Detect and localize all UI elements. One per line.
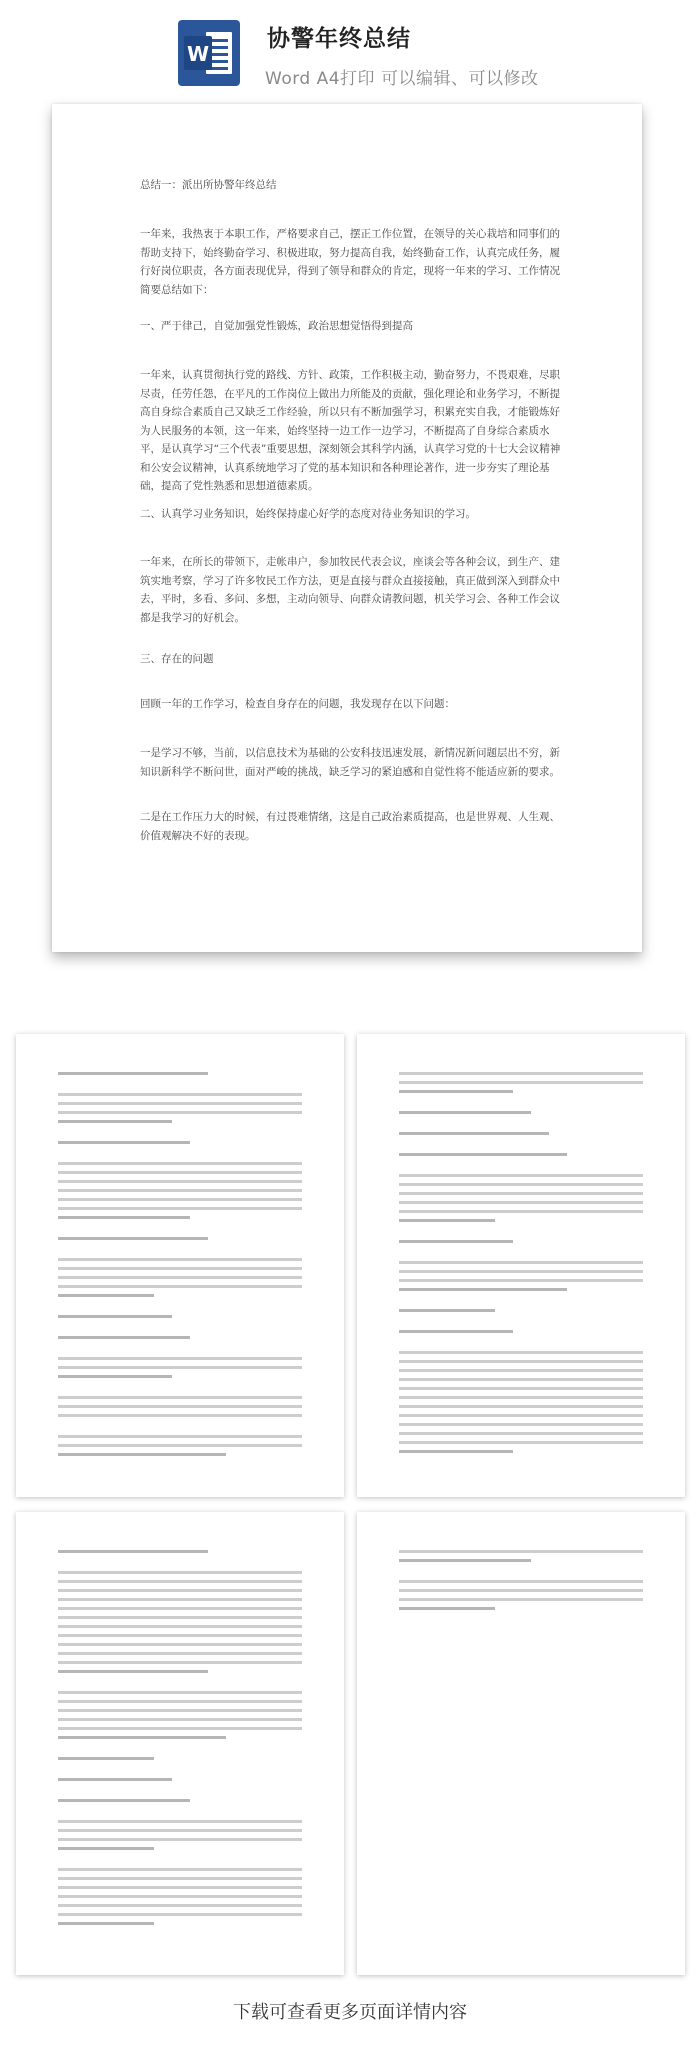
thumbnail-text-line <box>58 1778 172 1781</box>
thumbnail-text-line <box>58 1414 302 1417</box>
thumbnail-text-line <box>399 1174 643 1177</box>
thumbnail-text-line <box>58 1111 302 1114</box>
thumbnail-text-line <box>58 1922 154 1925</box>
page-title: 协警年终总结 <box>267 26 411 52</box>
thumbnail-text-line <box>58 1357 302 1360</box>
thumbnail-text-line <box>58 1366 302 1369</box>
thumbnail-text-line <box>399 1559 531 1562</box>
thumbnail-text-line <box>399 1270 643 1273</box>
thumbnail-text-line <box>58 1727 302 1730</box>
thumbnail-text-line <box>399 1580 643 1583</box>
thumbnail-text-line <box>58 1895 302 1898</box>
thumbnail-text-line <box>58 1171 302 1174</box>
thumbnail-text-line <box>399 1369 643 1372</box>
document-section-heading: 二、认真学习业务知识，始终保持虚心好学的态度对待业务知识的学习。 <box>140 508 476 520</box>
thumbnail-text-line <box>399 1330 513 1333</box>
thumbnail-text-line <box>58 1276 302 1279</box>
thumbnail-text-line <box>399 1405 643 1408</box>
thumbnail-text-line <box>58 1757 154 1760</box>
thumbnail-text-line <box>58 1709 302 1712</box>
header <box>0 0 700 100</box>
thumbnail-text-line <box>399 1450 513 1453</box>
thumbnail-text-line <box>399 1261 643 1264</box>
thumbnail-text-line <box>58 1736 226 1739</box>
thumbnail-text-line <box>399 1589 643 1592</box>
thumbnail-text-line <box>58 1285 302 1288</box>
thumbnail-text-line <box>58 1643 302 1646</box>
document-paragraph: 二是在工作压力大的时候，有过畏难情绪，这是自己政治素质提高，也是世界观、人生观、价值观解决不好的表现。 <box>140 811 560 842</box>
thumbnail-text-line <box>399 1441 643 1444</box>
thumbnail-page-3[interactable] <box>16 1512 344 1975</box>
thumbnail-text-line <box>399 1309 495 1312</box>
thumbnail-text-line <box>58 1237 208 1240</box>
thumbnail-text-line <box>399 1111 531 1114</box>
thumbnail-text-line <box>399 1432 643 1435</box>
thumbnail-text-line <box>58 1589 302 1592</box>
thumbnail-text-line <box>58 1198 302 1201</box>
thumbnail-text-line <box>58 1093 302 1096</box>
thumbnail-text-line <box>399 1081 643 1084</box>
thumbnail-text-line <box>399 1396 643 1399</box>
thumbnail-text-line <box>58 1820 302 1823</box>
page-subtitle: Word A4打印 可以编辑、可以修改 <box>265 69 539 89</box>
thumbnail-text-line <box>58 1571 302 1574</box>
thumbnail-text-line <box>58 1375 172 1378</box>
thumbnail-page-4[interactable] <box>357 1512 685 1975</box>
thumbnail-text-line <box>58 1072 208 1075</box>
thumbnail-text-line <box>58 1444 302 1447</box>
thumbnail-text-line <box>399 1598 643 1601</box>
thumbnail-text-line <box>58 1718 302 1721</box>
thumbnail-text-line <box>58 1799 190 1802</box>
thumbnail-text-line <box>58 1162 302 1165</box>
document-heading: 总结一：派出所协警年终总结 <box>140 179 277 191</box>
thumbnail-text-line <box>399 1387 643 1390</box>
thumbnail-text-line <box>58 1598 302 1601</box>
thumbnail-text-line <box>58 1691 302 1694</box>
thumbnail-text-line <box>399 1219 495 1222</box>
thumbnail-text-line <box>399 1132 549 1135</box>
thumbnail-text-line <box>58 1405 302 1408</box>
thumbnail-text-line <box>58 1868 302 1871</box>
thumbnail-text-line <box>399 1090 513 1093</box>
thumbnail-text-line <box>58 1267 302 1270</box>
thumbnail-text-line <box>399 1192 643 1195</box>
thumbnail-text-line <box>58 1294 154 1297</box>
thumbnail-text-line <box>58 1102 302 1105</box>
thumbnail-text-line <box>58 1670 208 1673</box>
thumbnail-text-line <box>58 1634 302 1637</box>
thumbnail-text-line <box>58 1435 302 1438</box>
thumbnail-text-line <box>58 1580 302 1583</box>
thumbnail-text-line <box>58 1453 226 1456</box>
thumbnail-text-line <box>58 1550 208 1553</box>
thumbnail-text-line <box>58 1180 302 1183</box>
thumbnail-text-line <box>399 1072 643 1075</box>
word-document-icon <box>178 20 240 86</box>
thumbnail-text-line <box>399 1360 643 1363</box>
thumbnail-text-line <box>399 1183 643 1186</box>
svg-text:W: W <box>186 42 210 66</box>
thumbnail-text-line <box>58 1625 302 1628</box>
thumbnail-text-line <box>399 1153 567 1156</box>
document-section-heading: 三、存在的问题 <box>140 653 214 665</box>
thumbnail-text-line <box>58 1607 302 1610</box>
thumbnail-text-line <box>58 1315 172 1318</box>
thumbnail-text-line <box>58 1616 302 1619</box>
document-paragraph: 一年来，我热衷于本职工作，严格要求自己，摆正工作位置，在领导的关心栽培和同事们的帮助支持下，始终勤奋学习、积极进取，努力提高自我，始终勤奋工作，认真完成任务，履行好岗位职责，各方面表现优异，得到了领导和群众的肯定，现将一年来的学习、工作情况简要总结如下： <box>140 228 560 296</box>
thumbnail-text-line <box>399 1414 643 1417</box>
thumbnail-text-line <box>399 1351 643 1354</box>
thumbnail-text-line <box>58 1886 302 1889</box>
thumbnail-text-line <box>58 1847 154 1850</box>
thumbnail-text-line <box>399 1378 643 1381</box>
thumbnail-page-1[interactable] <box>16 1034 344 1497</box>
document-preview-page <box>52 104 642 952</box>
thumbnail-text-line <box>58 1838 302 1841</box>
document-paragraph: 一年来，认真贯彻执行党的路线、方针、政策，工作积极主动，勤奋努力，不畏艰难，尽职尽责，任劳任怨，在平凡的工作岗位上做出力所能及的贡献，强化理论和业务学习，不断提高自身综合素质自己又缺乏工作经验，所以只有不断加强学习，积累充实自我，才能锻炼好为人民服务的本领，这一年来，始终坚持一边工作一边学习，不断提高了自身综合素质水平，是认真学习“三个代表”重要思想，深刻领会其科学内涵，认真学习党的十七大会议精神和公安会议精神，认真系统地学习了党的基本知识和各种理论著作，进一步夯实了理论基础，提高了党性熟悉和思想道德素质。 <box>140 369 561 492</box>
document-section-heading: 一、严于律己，自觉加强党性锻炼，政治思想觉悟得到提高 <box>140 320 413 332</box>
thumbnail-text-line <box>399 1607 495 1610</box>
thumbnail-text-line <box>399 1240 513 1243</box>
thumbnail-text-line <box>58 1904 302 1907</box>
more-pages-hint: 下载可查看更多页面详情内容 <box>233 2002 467 2023</box>
thumbnail-text-line <box>58 1700 302 1703</box>
thumbnail-text-line <box>58 1207 302 1210</box>
thumbnail-text-line <box>399 1201 643 1204</box>
thumbnail-text-line <box>58 1120 172 1123</box>
thumbnail-text-line <box>399 1423 643 1426</box>
thumbnail-page-2[interactable] <box>357 1034 685 1497</box>
thumbnail-text-line <box>399 1279 643 1282</box>
thumbnail-text-line <box>58 1661 302 1664</box>
thumbnail-text-line <box>58 1189 302 1192</box>
document-paragraph: 回顾一年的工作学习，检查自身存在的问题，我发现存在以下问题： <box>140 698 455 710</box>
thumbnail-text-line <box>58 1216 190 1219</box>
thumbnail-text-line <box>58 1141 190 1144</box>
document-paragraph: 一是学习不够，当前，以信息技术为基础的公安科技迅速发展，新情况新问题层出不穷，新知识新科学不断问世，面对严峻的挑战，缺乏学习的紧迫感和自觉性将不能适应新的要求。 <box>140 747 560 778</box>
thumbnail-text-line <box>58 1396 302 1399</box>
thumbnail-text-line <box>58 1913 302 1916</box>
thumbnail-text-line <box>399 1550 643 1553</box>
thumbnail-text-line <box>58 1829 302 1832</box>
thumbnail-text-line <box>58 1652 302 1655</box>
document-paragraph: 一年来，在所长的带领下，走帐串户，参加牧民代表会议，座谈会等各种会议，到生产、建筑实地考察，学习了许多牧民工作方法，更是直接与群众直接接触，真正做到深入到群众中去，平时，多看、多问、多想，主动向领导、向群众请教问题，机关学习会、各种工作会议都是我学习的好机会。 <box>140 556 560 624</box>
thumbnail-text-line <box>58 1258 302 1261</box>
thumbnail-text-line <box>399 1288 567 1291</box>
thumbnail-text-line <box>58 1877 302 1880</box>
thumbnail-text-line <box>58 1336 190 1339</box>
thumbnail-text-line <box>399 1210 643 1213</box>
